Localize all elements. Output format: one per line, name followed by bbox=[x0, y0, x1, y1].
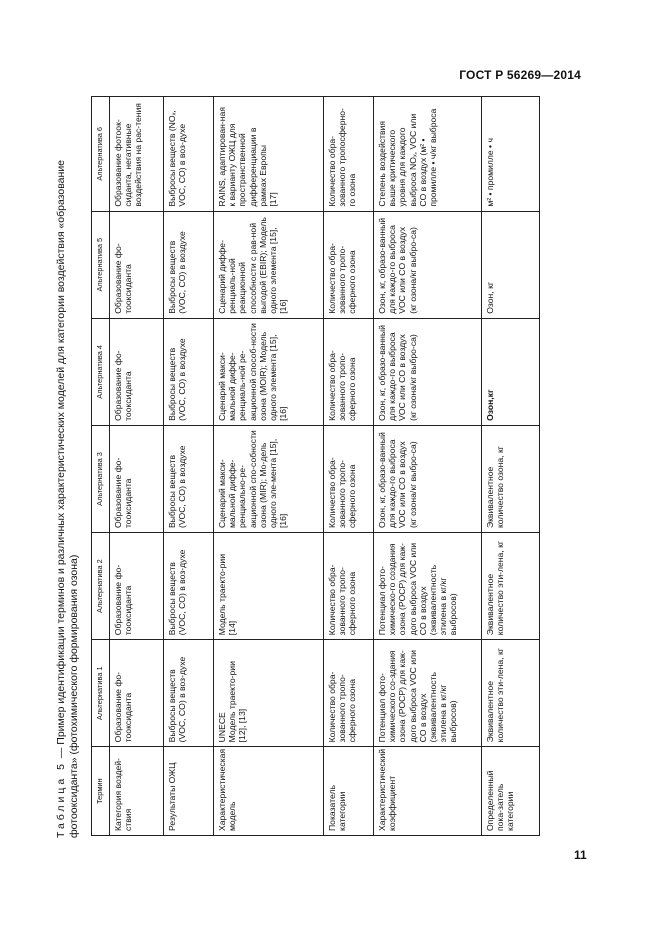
table-row bbox=[214, 97, 324, 836]
row-term: Определенный пока-затель категории bbox=[482, 747, 540, 836]
table-cell: Выбросы веществ (VOC, CO) в воздухе bbox=[164, 425, 214, 532]
table-cell: Озон, кг, образо-ванный для каждо-го выброса VOC или CO в воздух (кг озона/кг выбро-са) bbox=[374, 211, 482, 318]
page-number: 11 bbox=[574, 848, 587, 862]
table-cell: Озон, кг bbox=[482, 211, 540, 318]
table-cell: Количество обра-зованного тропо-сферного озона bbox=[324, 425, 374, 532]
row-term: Результаты ОЖЦ bbox=[164, 747, 214, 836]
table-cell: Образование фо-тооксиданта bbox=[110, 640, 164, 747]
standard-code: ГОСТ Р 56269—2014 bbox=[459, 68, 581, 82]
table-row bbox=[482, 97, 540, 836]
table-cell: Образование фо-тооксиданта bbox=[110, 318, 164, 425]
table-cell: Сценарий макси-мальной диффе-ренциаль-ной ре-акционной способ-ности озона (MOIR); Модель одного элемента [15], [16] bbox=[214, 318, 324, 425]
table-row bbox=[110, 97, 164, 836]
table-cell: Эквивалентное количество эти-лена, кг bbox=[482, 640, 540, 747]
table-cell: Количество обра-зованного тропосферно-го озона bbox=[324, 97, 374, 212]
table-cell: Образование фо-тооксиданта bbox=[110, 211, 164, 318]
table-cell: Количество обра-зованного тропо-сферного озона bbox=[324, 640, 374, 747]
column-header-alt-5: Альтернатива 5 bbox=[92, 211, 110, 318]
table-cell: Образование фотоок-сиданта, негативные воздействия на рас-тения bbox=[110, 97, 164, 212]
table-cell: Эквивалентное количество озона, кг bbox=[482, 425, 540, 532]
table-cell: Образование фо-тооксиданта bbox=[110, 533, 164, 640]
table-cell: Модель траекто-рии [14] bbox=[214, 533, 324, 640]
table-row bbox=[374, 97, 482, 836]
table-cell: Потенциал фото-химического со-здания озона (POCP) для каж-дого выброса VOC или CO в воздух (эквивалентность этилена в кг/кг выбросов) bbox=[374, 640, 482, 747]
table-cell: Выбросы веществ (VOC, CO) в воздухе bbox=[164, 318, 214, 425]
row-term: Характеристический коэффициент bbox=[374, 747, 482, 836]
column-header-alt-1: Альтернатива 1 bbox=[92, 640, 110, 747]
table-cell: UNECE Модель траекто-рии [12], [13] bbox=[214, 640, 324, 747]
table-row bbox=[164, 97, 214, 836]
column-header-alt-6: Альтернатива 6 bbox=[92, 97, 110, 212]
table-cell: Выбросы веществ (VOC, CO) в воз-духе bbox=[164, 533, 214, 640]
table-header-row bbox=[92, 97, 110, 836]
table-row bbox=[324, 97, 374, 836]
table-cell: Озон,кг bbox=[482, 318, 540, 425]
table-cell: Потенциал фото-химическо-го создания озона (POCP) для каж-дого выброса VOC или CO в воздух (эквивалентность этилена в кг/кг выбросов) bbox=[374, 533, 482, 640]
table-caption-text: — Пример идентификации терминов и различных характеристических моделей для категории воздействия «образование фотооксиданта» (фотохимического формирования озона) bbox=[55, 159, 80, 838]
table-cell: Выбросы веществ (VOC, CO) в воздухе bbox=[164, 211, 214, 318]
table-cell: Эквивалентное количество эти-лена, кг bbox=[482, 533, 540, 640]
table-cell: Количество обра-зованного тропо-сферного озона bbox=[324, 533, 374, 640]
table-cell: Сценарий макси-мальной диффе-ренциально-ре-акционной спо-собности озона (MIR); Мо-дель одного эле-мента [15], [16] bbox=[214, 425, 324, 532]
column-header-term: Термин bbox=[92, 747, 110, 836]
column-header-alt-3: Альтернатива 3 bbox=[92, 425, 110, 532]
table-cell: Озон, кг, образо-ванный для каждо-го выброса VOC или CO в воздух (кг озона/кг выбро-са) bbox=[374, 318, 482, 425]
table-cell: Количество обра-зованного тропо-сферного озона bbox=[324, 318, 374, 425]
row-term: Категория воздей-ствия bbox=[110, 747, 164, 836]
column-header-alt-2: Альтернатива 2 bbox=[92, 533, 110, 640]
table-cell: RAINS, адаптирован-ная к варианту ОЖЦ для пространственной дифференциации в рамках Европы [17] bbox=[214, 97, 324, 212]
table-cell: м² • промилле • ч bbox=[482, 97, 540, 212]
characterization-models-table bbox=[91, 96, 540, 836]
row-term: Характеристическая модель bbox=[214, 747, 324, 836]
table-caption bbox=[55, 88, 81, 838]
table-cell: Сценарий диффе-ренциаль-ной реакционной способности с рав-ной выгодой (EBIR); Модель одного элемента [15], [16] bbox=[214, 211, 324, 318]
table-cell: Степень воздействия выше критического уровня для каждого выброса NOₓ, VOC или CO в воздух (м² • промилле • ч/кг выброса bbox=[374, 97, 482, 212]
row-term: Показатель категории bbox=[324, 747, 374, 836]
column-header-alt-4: Альтернатива 4 bbox=[92, 318, 110, 425]
table-cell: Озон, кг, образо-ванный для каждо-го выброса VOC или CO в воздух (кг озона/кг выбро-са) bbox=[374, 425, 482, 532]
table-cell: Выбросы веществ (VOC, CO) в воз-духе bbox=[164, 640, 214, 747]
table-cell: Количество обра-зованного тропо-сферного озона bbox=[324, 211, 374, 318]
table-cell: Образование фо-тооксиданта bbox=[110, 425, 164, 532]
rotated-page-content bbox=[55, 88, 545, 838]
table-cell: Выбросы веществ (NOₓ, VOC, CO) в воз-духе bbox=[164, 97, 214, 212]
table-caption-label: Таблица 5 bbox=[55, 761, 67, 838]
